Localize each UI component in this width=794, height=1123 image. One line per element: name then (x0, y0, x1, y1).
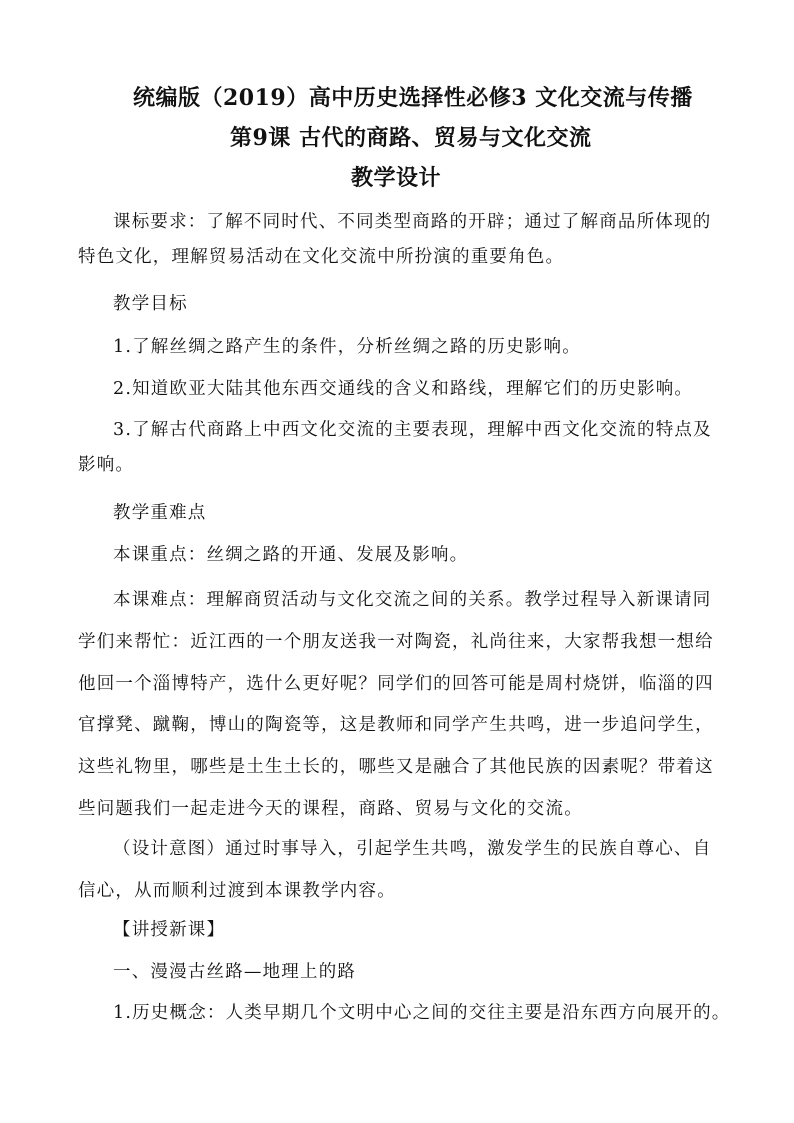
document-title-line-1: 统编版（2019）高中历史选择性必修3 文化交流与传播 (133, 85, 693, 111)
objective-item-1: 1.了解丝绸之路产生的条件，分析丝绸之路的历史影响。 (113, 337, 581, 357)
design-intent-paragraph: （设计意图）通过时事导入，引起学生共鸣，激发学生的民族自尊心、自信心，从而顺利过渡到本课教学内容。 (78, 839, 712, 901)
curriculum-requirement-paragraph: 课标要求：了解不同时代、不同类型商路的开辟；通过了解商品所体现的特色文化，理解贸易活动在文化交流中所扮演的重要角色。 (78, 212, 712, 267)
difficult-point-paragraph: 本课难点：理解商贸活动与文化交流之间的关系。教学过程导入新课请同学们来帮忙：近江西的一个朋友送我一对陶瓷，礼尚往来，大家帮我想一想给他回一个淄博特产，选什么更好呢？同学们的回答可能是周村烧饼，临淄的四官撑凳、蹴鞠，博山的陶瓷等，这是教师和同学产生共鸣，进一步追问学生，这些礼物里，哪些是土生土长的，哪些又是融合了其他民族的因素呢？带着这些问题我们一起走进今天的课程，商路、贸易与文化的交流。 (78, 590, 714, 819)
new-lesson-heading: 【讲授新课】 (113, 920, 226, 940)
concept-1-paragraph: 1.历史概念：人类早期几个文明中心之间的交往主要是沿东西方向展开的。 (113, 1003, 731, 1023)
key-points-heading: 教学重难点 (113, 503, 207, 523)
objective-item-2: 2.知道欧亚大陆其他东西交通线的含义和路线，理解它们的历史影响。 (113, 379, 694, 399)
section-1-heading: 一、漫漫古丝路—地理上的路 (113, 962, 357, 982)
objective-item-3: 3.了解古代商路上中西文化交流的主要表现，理解中西文化交流的特点及影响。 (78, 420, 712, 475)
document-title-line-2: 第9课 古代的商路、贸易与文化交流 (230, 125, 592, 151)
key-point-paragraph: 本课重点：丝绸之路的开通、发展及影响。 (113, 545, 469, 565)
objectives-heading: 教学目标 (113, 294, 188, 314)
document-title-line-3: 教学设计 (351, 165, 442, 191)
